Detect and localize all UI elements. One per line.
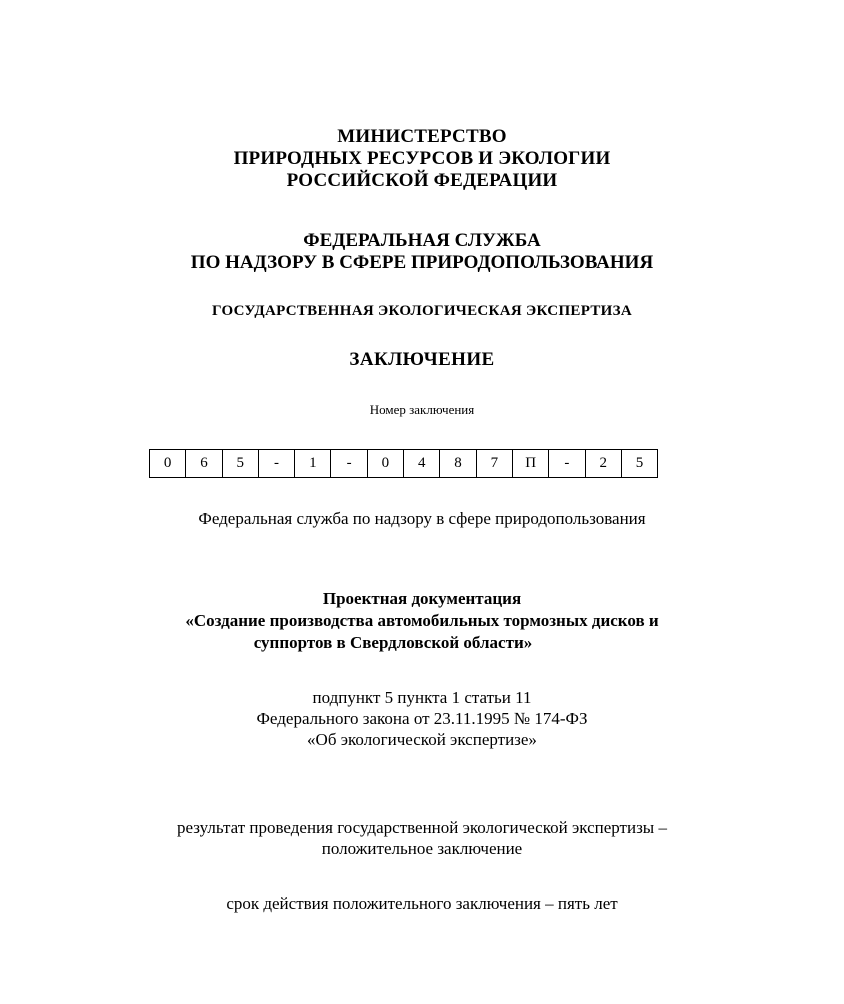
expertise-result xyxy=(0,817,844,859)
number-cell: 5 xyxy=(223,450,259,477)
conclusion-number-label: Номер заключения xyxy=(369,402,475,417)
issuer-line: Федеральная служба по надзору в сфере природопользования xyxy=(198,509,646,528)
validity-line: срок действия положительного заключения – пять лет xyxy=(226,894,618,913)
result-line-1: результат проведения государственной экологической экспертизы – xyxy=(177,818,667,837)
service-line-2: ПО НАДЗОРУ В СФЕРЕ ПРИРОДОПОЛЬЗОВАНИЯ xyxy=(190,252,654,273)
ministry-line-1: МИНИСТЕРСТВО xyxy=(337,126,507,147)
number-cell: 7 xyxy=(477,450,513,477)
number-cell: 0 xyxy=(150,450,186,477)
legal-basis-line-2: Федерального закона от 23.11.1995 № 174-ФЗ xyxy=(256,709,588,728)
expertise-heading: ГОСУДАРСТВЕННАЯ ЭКОЛОГИЧЕСКАЯ ЭКСПЕРТИЗА xyxy=(212,303,632,319)
number-cell: 6 xyxy=(186,450,222,477)
number-cell: 5 xyxy=(622,450,658,477)
number-cell: - xyxy=(259,450,295,477)
project-line-3: суппортов в Свердловской области» xyxy=(253,633,533,652)
legal-basis-line-3: «Об экологической экспертизе» xyxy=(307,730,537,749)
number-cell: П xyxy=(513,450,549,477)
ministry-line-2: ПРИРОДНЫХ РЕСУРСОВ И ЭКОЛОГИИ xyxy=(233,148,611,169)
project-line-2: «Создание производства автомобильных тормозных дисков и xyxy=(185,611,659,630)
project-line-1: Проектная документация xyxy=(322,589,522,608)
number-cell: 4 xyxy=(404,450,440,477)
number-cell: 8 xyxy=(440,450,476,477)
ministry-line-3: РОССИЙСКОЙ ФЕДЕРАЦИИ xyxy=(286,170,558,191)
number-cell: - xyxy=(331,450,367,477)
result-line-2: положительное заключение xyxy=(321,839,523,858)
project-title xyxy=(0,588,844,654)
legal-basis-line-1: подпункт 5 пункта 1 статьи 11 xyxy=(312,688,532,707)
ministry-heading xyxy=(0,126,844,192)
number-cell: 2 xyxy=(586,450,622,477)
conclusion-number-box xyxy=(149,449,658,478)
service-heading xyxy=(0,230,844,274)
number-cell: - xyxy=(549,450,585,477)
legal-basis xyxy=(0,687,844,750)
number-cell: 1 xyxy=(295,450,331,477)
conclusion-title: ЗАКЛЮЧЕНИЕ xyxy=(349,349,495,370)
service-line-1: ФЕДЕРАЛЬНАЯ СЛУЖБА xyxy=(303,230,541,251)
number-cell: 0 xyxy=(368,450,404,477)
